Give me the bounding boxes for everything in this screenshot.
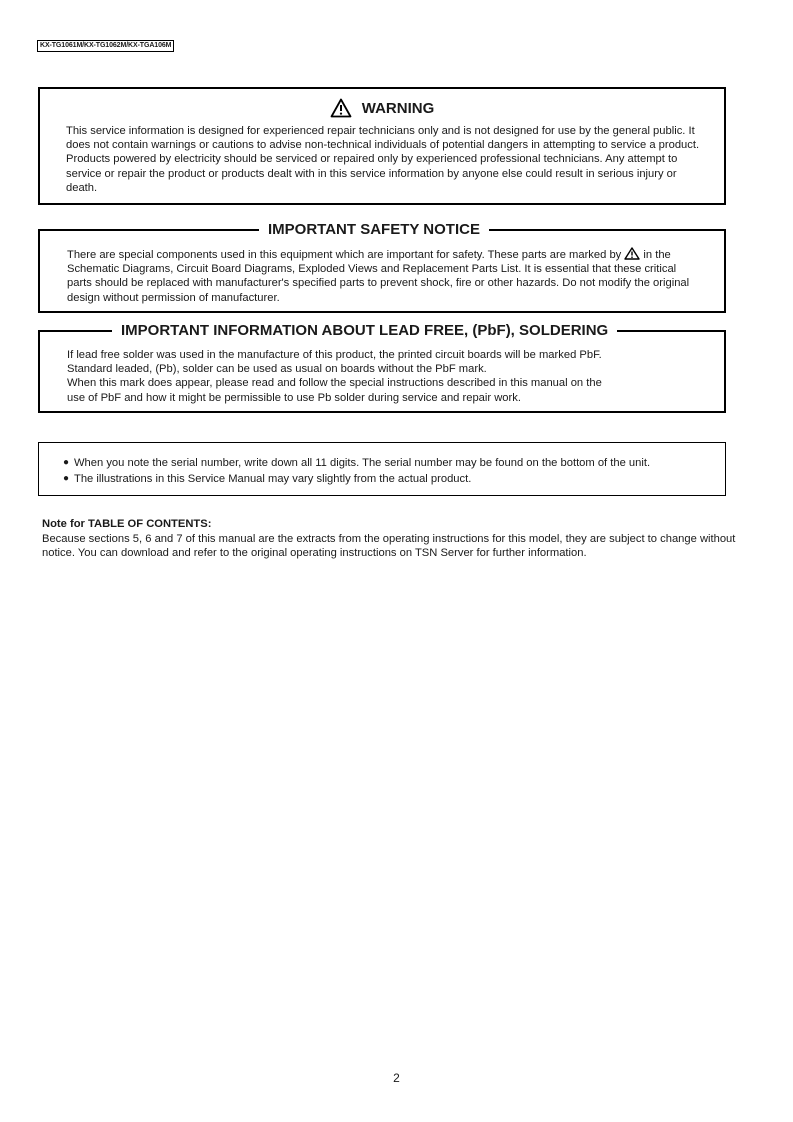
safety-notice-text	[67, 247, 704, 305]
lead-free-line: Standard leaded, (Pb), solder can be used as usual on boards without the PbF mark.	[67, 363, 487, 376]
safety-notice-box	[38, 221, 726, 313]
list-item	[63, 455, 715, 471]
page-number: 2	[393, 1071, 400, 1085]
warning-heading	[40, 98, 724, 118]
warning-triangle-icon	[624, 247, 640, 260]
model-label: KX-TG1061M/KX-TG1062M/KX-TGA106M	[37, 40, 174, 52]
safety-notice-text-end: in the Schematic Diagrams, Circuit Board Diagrams, Exploded Views and Replacement Parts List. It is essential that these critical parts should be replaced with manufacturer's specified parts to prevent shock, fire or other hazards. Do not modify the original design without permission of manufacturer.	[67, 249, 690, 304]
notes-list	[63, 455, 715, 487]
safety-notice-text-start: There are special components used in this equipment which are important for safety. These parts are marked by	[67, 249, 622, 261]
bullet-icon: ●	[63, 457, 70, 468]
warning-title: WARNING	[361, 99, 435, 117]
lead-free-line: use of PbF and how it might be permissible to use Pb solder during service and repair work.	[67, 391, 521, 404]
note-text: When you note the serial number, write down all 11 digits. The serial number may be found on the bottom of the unit.	[74, 457, 651, 469]
note-text: The illustrations in this Service Manual may vary slightly from the actual product.	[74, 473, 472, 485]
lead-free-title: IMPORTANT INFORMATION ABOUT LEAD FREE, (PbF), SOLDERING	[112, 321, 617, 341]
warning-text: This service information is designed for experienced repair technicians only and is not designed for use by the general public. It does not contain warnings or cautions to advise non-technical individuals of potential dangers in attempting to service a product. Products powered by electricity should be serviced or repaired only by experienced professional technicians. Any attempt to service or repair the product or products dealt with in this service information by anyone else could result in serious injury or death.	[66, 125, 700, 194]
bullet-icon: ●	[63, 473, 70, 484]
safety-notice-title: IMPORTANT SAFETY NOTICE	[259, 220, 489, 240]
toc-note-text: Because sections 5, 6 and 7 of this manual are the extracts from the operating instructions for this model, they are subject to change without notice. You can download and refer to the original operating instructions on TSN Server for further information.	[42, 533, 736, 559]
warning-triangle-icon	[330, 98, 352, 118]
list-item	[63, 471, 715, 487]
lead-free-box	[38, 322, 726, 413]
notes-box	[38, 442, 726, 496]
lead-free-line: If lead free solder was used in the manufacture of this product, the printed circuit boards will be marked PbF.	[67, 349, 602, 361]
warning-box	[38, 87, 726, 205]
toc-note-heading: Note for TABLE OF CONTENTS:	[42, 518, 212, 530]
lead-free-text	[67, 348, 704, 405]
lead-free-line: When this mark does appear, please read and follow the special instructions described in this manual on the	[67, 377, 602, 390]
